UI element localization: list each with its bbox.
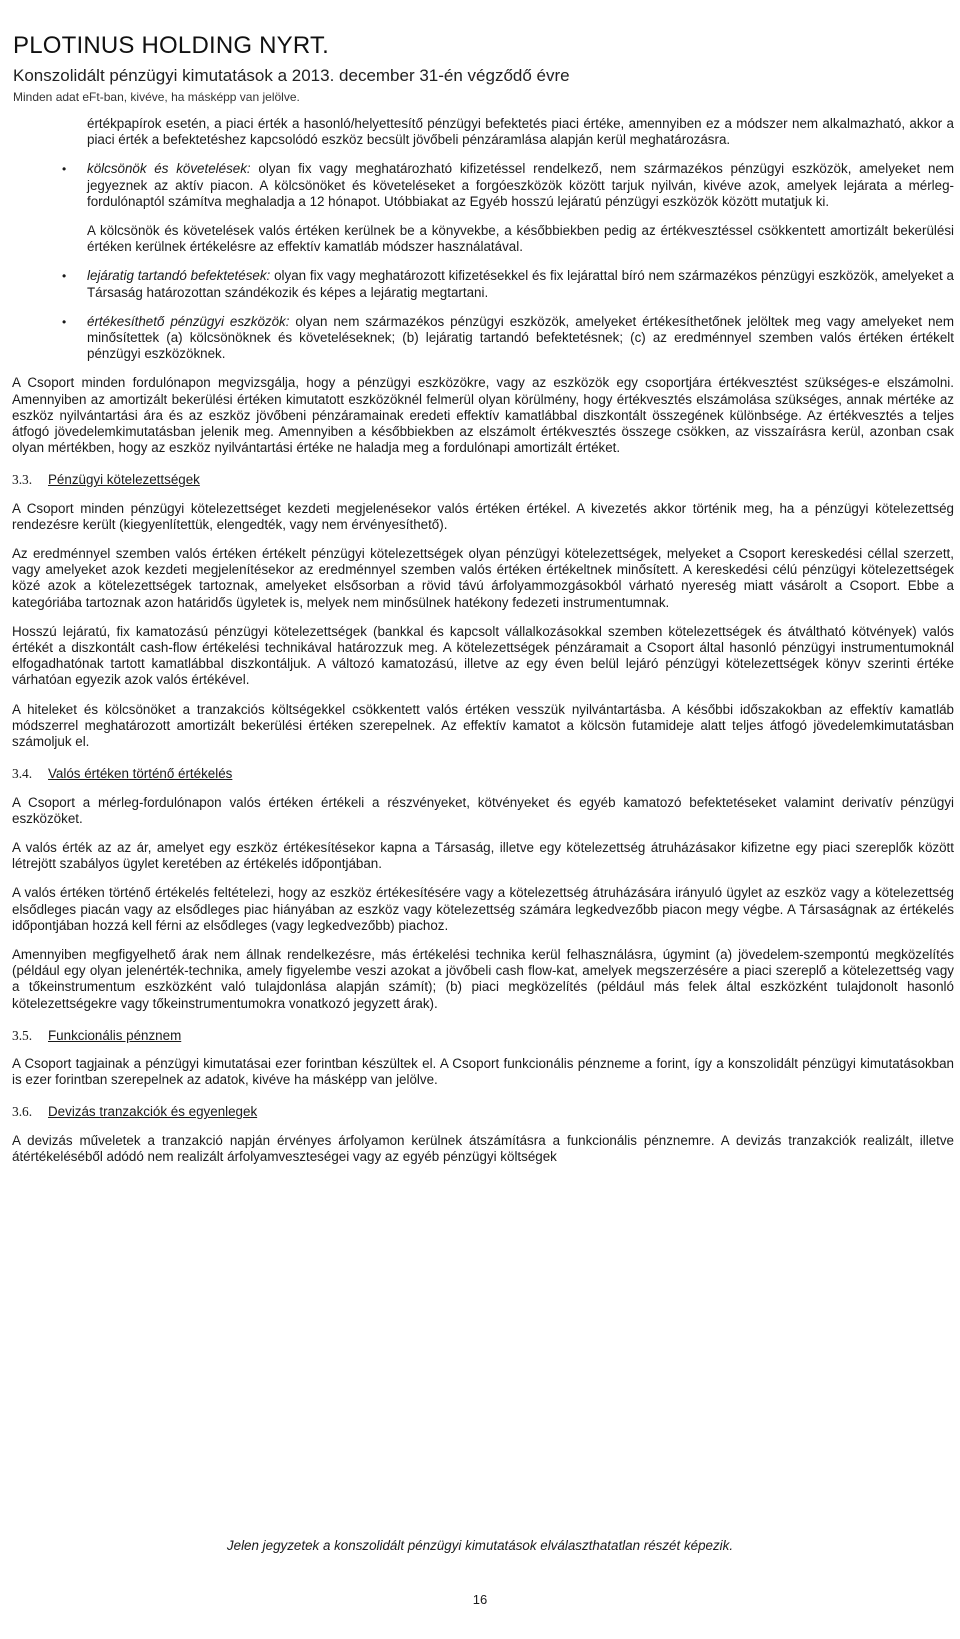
bullet-text: olyan fix vagy meghatározott kifizetésekkel és fix lejárattal bíró nem származékos pénzügyi eszközök, amelyeket a Társaság határozottan szándékozik és képes a lejáratig megtartani. <box>87 268 955 300</box>
paragraph: Hosszú lejáratú, fix kamatozású pénzügyi kötelezettségek (bankkal és kapcsolt vállalkozásokkal szemben kötelezettségek és átváltható kötvények) valós értékét a diszkontált cash-flow értékelési technikával határozzuk meg. A kötelezettségek pénzáramait a Csoport által hasonló pénzügyi instrumentumoknál elfogadhatónak tartott kamatlábbal diszkontáljuk. A változó kamatozású, illetve az egy éven belül lejáró pénzügyi kötelezettségek könyv szerinti értéke várhatóan egyezik azok valós értékével. <box>12 623 954 688</box>
document-body <box>12 116 954 1178</box>
section-heading <box>12 1104 954 1120</box>
currency-note: Minden adat eFt-ban, kivéve, ha másképp van jelölve. <box>13 90 300 104</box>
impairment-paragraph: A Csoport minden fordulónapon megvizsgálja, hogy a pénzügyi eszközökre, vagy az eszközök egy csoportjára értékvesztést szükséges-e elszámolni. Amennyiben az amortizált bekerülési értéken kimutatott eszközöknél felmerül olyan körülmény, hogy értékvesztés elszámolása szükséges, annak mértéke az eszköz nyilvántartási ára és az eszköz jövőbeni pénzáramainak eredeti effektív kamatlábbal diszkontált összegének különbsége. Az értékvesztés a teljes átfogó jövedelemkimutatásban jelenik meg. Amennyiben a későbbiekben az elszámolt értékvesztés összege csökken, az visszaírásra kerül, azonban csak olyan mértékben, hogy az eszköz nyilvántartási értéke ne haladja meg a fordulónapi amortizált értéket. <box>12 375 954 456</box>
section-number: 3.4. <box>12 766 33 782</box>
paragraph: A Csoport tagjainak a pénzügyi kimutatásai ezer forintban készültek el. A Csoport funkcionális pénzneme a forint, így a konszolidált pénzügyi kimutatásokban is ezer forintban szerepelnek az adatok, kivéve ha másképp van jelölve. <box>12 1055 954 1088</box>
paragraph: A valós érték az az ár, amelyet egy eszköz értékesítésekor kapna a Társaság, illetve egy kötelezettség átruházásakor kifizetne egy piaci szereplők között létrejött szabályos ügylet keretében az értékelés időpontjában. <box>12 839 954 872</box>
bullet-text: olyan nem származékos pénzügyi eszközök, amelyeket értékesíthetőnek jelöltek meg vagy amelyeket nem minősítettek (a) kölcsönöknek és követeléseknek; (b) lejáratig tartandó befektetésnek; (c) az eredménnyel szemben valós értéken értékelt pénzügyi eszközöknek. <box>87 313 954 362</box>
paragraph: A devizás műveletek a tranzakció napján érvényes árfolyamon kerülnek átszámításra a funkcionális pénznemre. A devizás tranzakciók realizált, illetve átértékeléséből adódó nem realizált árfolyamveszteségei vagy az egyéb pénzügyi költségek <box>12 1132 954 1164</box>
section-heading <box>12 472 954 488</box>
list-item <box>12 161 954 210</box>
company-name: PLOTINUS HOLDING NYRT. <box>13 32 330 59</box>
bullet-term: kölcsönök és követelések: <box>87 161 251 177</box>
page-number: 16 <box>472 1592 488 1607</box>
section-heading <box>12 1028 954 1044</box>
paragraph: A hiteleket és kölcsönöket a tranzakciós költségekkel csökkentett valós értéken vesszük nyilvántartásba. A későbbi időszakokban az effektív kamatláb módszerrel meghatározott amortizált bekerülési értéken szerepelnek. Az effektív kamatot a kölcsön futamideje alatt teljes átfogó jövedelemkimutatásban számoljuk el. <box>12 701 954 750</box>
footer-note: Jelen jegyzetek a konszolidált pénzügyi kimutatások elválaszthatatlan részét képezik. <box>226 1538 734 1553</box>
section-title: Funkcionális pénznem <box>48 1027 182 1043</box>
bullet-text: olyan fix vagy meghatározható kifizetéssel rendelkező, nem származékos pénzügyi eszközök, amelyeket nem jegyeznek az aktív piacon. A kölcsönöket és követeléseket a forgóeszközök között tarjuk nyilván, kivéve azok, amelyek lejárata a mérleg-fordulónaptól számítva meghaladja a 12 hónapot. Utóbbiakat az Egyéb hosszú lejáratú pénzügyi eszközök között mutatjuk ki. <box>87 161 954 209</box>
list-item <box>12 268 954 300</box>
bullet-term: értékesíthető pénzügyi eszközök: <box>87 313 290 329</box>
bullet-icon: • <box>62 314 67 329</box>
paragraph: A Csoport minden pénzügyi kötelezettséget kezdeti megjelenésekor valós értéken értékel. A kivezetés akkor történik meg, ha a pénzügyi kötelezettség rendezésre került (kiegyenlítettük, elengedték, vagy nem érvényesíthető). <box>12 500 954 532</box>
paragraph: Amennyiben megfigyelhető árak nem állnak rendelkezésre, más értékelési technika kerül felhasználásra, úgymint (a) jövedelem-szempontú megközelítés (például egy olyan jelenérték-technika, amely figyelembe veszi azokat a jövőbeli cash flow-kat, amelyek megszerzésére a piaci szereplő a kötelezettség vagy a tőkeinstrumentum eszközként való tulajdonlása alapján számít); (b) piaci megközelítés (például más felek által eszközként tulajdonolt hasonló kötelezettségekre vagy tőkeinstrumentumokra vonatkozó jegyzett árak). <box>12 946 954 1011</box>
paragraph: Az eredménnyel szemben valós értéken értékelt pénzügyi kötelezettségek olyan pénzügyi kötelezettségek, melyeket a Csoport kereskedési céllal szerzett, vagy amelyeket azok kezdeti megjelenítésekor az eredménnyel szemben valós értéken értékeltnek minősített. A kereskedési célú pénzügyi kötelezettségek közé azok a kötelezettségek tartoznak, amelyeket elsősorban a rövid távú árfolyammozgásokból várható nyereség miatt vásárolt a Csoport. Ebbe a kategóriába tartoznak azon határidős ügyletek is, melyek nem minősülnek hatékony fedezeti instrumentumnak. <box>12 546 954 610</box>
paragraph: A valós értéken történő értékelés feltételezi, hogy az eszköz értékesítésére vagy a kötelezettség átruházására irányuló ügylet az eszköz vagy a kötelezettség elsődleges piacán vagy az elsődleges piac hiányában az eszköz vagy kötelezettség számára legkedvezőbb piacon megy végbe. A Társaságnak az értékelés időpontjában hozzá kell férni az elsődleges (vagy legkedvezőbb) piachoz. <box>12 885 954 933</box>
bullet-icon: • <box>62 269 67 284</box>
bullet-term: lejáratig tartandó befektetések: <box>87 268 271 284</box>
section-number: 3.6. <box>12 1104 33 1120</box>
section-title: Pénzügyi kötelezettségek <box>48 472 200 488</box>
bullet-followup: A kölcsönök és követelések valós értéken kerülnek be a könyvekbe, a későbbiekben pedig az értékvesztéssel csökkentett amortizált bekerülési értéken kerülnek értékelésre az effektív kamatláb módszer használatával. <box>87 223 954 255</box>
section-title: Valós értéken történő értékelés <box>48 766 233 782</box>
paragraph: A Csoport a mérleg-fordulónapon valós értéken értékeli a részvényeket, kötvényeket és egyéb kamatozó befektetéseket valamint derivatív pénzügyi eszközöket. <box>12 794 954 826</box>
section-number: 3.3. <box>12 472 33 488</box>
section-number: 3.5. <box>12 1027 33 1043</box>
bullet-icon: • <box>62 162 67 177</box>
report-subtitle: Konszolidált pénzügyi kimutatások a 2013. december 31-én végződő évre <box>13 66 570 85</box>
section-heading <box>12 766 954 782</box>
list-item <box>12 314 954 363</box>
section-title: Devizás tranzakciók és egyenlegek <box>48 1104 258 1120</box>
intro-paragraph: értékpapírok esetén, a piaci érték a hasonló/helyettesítő pénzügyi befektetés piaci értéke, amennyiben ez a módszer nem alkalmazható, akkor a piaci érték a befektetéshez kapcsolódó eszköz becsült jövőbeli pénzáramlása alapján kerül meghatározásra. <box>87 116 954 148</box>
